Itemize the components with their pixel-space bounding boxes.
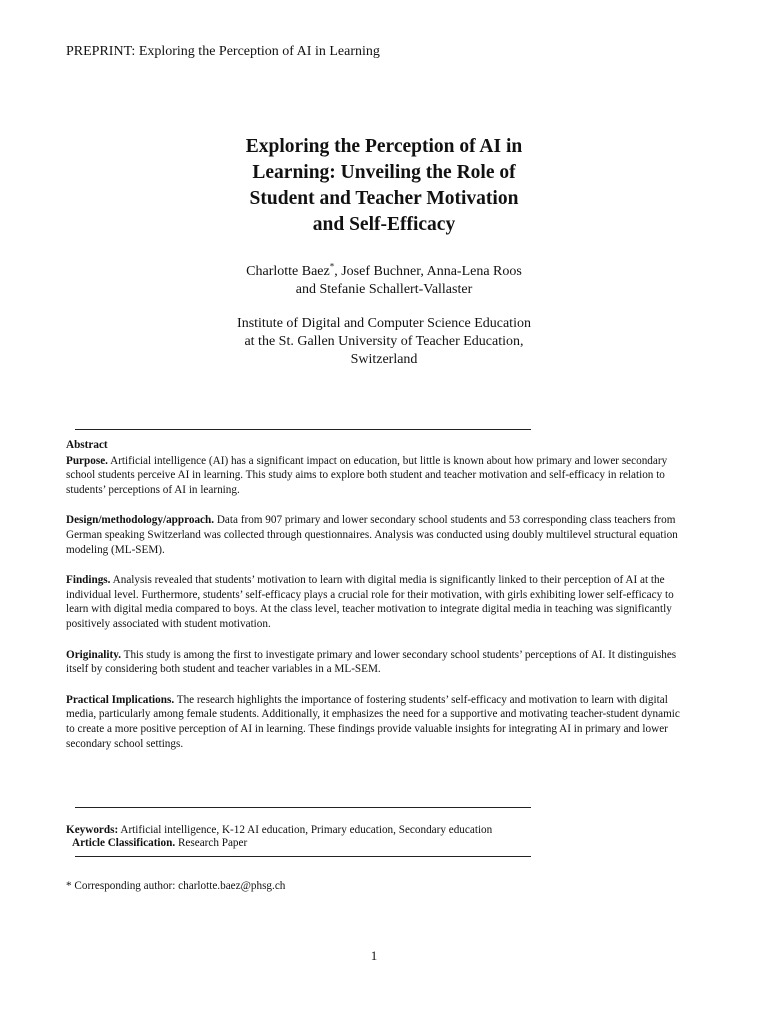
first-author: Charlotte Baez [246,264,330,279]
divider-middle [75,807,531,808]
section-label: Purpose. [66,454,108,467]
abstract-findings [66,573,688,631]
section-label: Design/methodology/approach. [66,514,215,527]
affiliation-line: Switzerland [350,352,418,367]
running-header: PREPRINT: Exploring the Perception of AI in Learning [66,44,380,59]
divider-bottom [75,856,531,857]
section-label: Practical Implications. [66,693,175,706]
co-authors: , Josef Buchner, Anna-Lena Roos [334,264,522,279]
section-text: Artificial intelligence (AI) has a significant impact on education, but little is known about how primary and lower secondary school students perceive AI in learning. This study aims to explore both student and teacher motivation and self-efficacy in relation to students’ perceptions of AI in learning. [66,454,668,496]
keywords-text: Artificial intelligence, K-12 AI education, Primary education, Secondary education [118,824,493,836]
page-number: 1 [370,948,378,963]
title-line: and Self-Efficacy [312,214,456,235]
affiliation-line: at the St. Gallen University of Teacher Education, [244,334,524,349]
paper-title [184,134,584,238]
corresponding-author-footnote: * Corresponding author: charlotte.baez@phsg.ch [66,880,286,892]
classification-text: Research Paper [175,837,248,849]
abstract-design [66,513,688,557]
author-list [184,263,584,299]
abstract-originality [66,648,688,677]
section-label: Findings. [66,574,111,587]
article-classification [72,836,672,851]
title-line: Learning: Unveiling the Role of [252,162,516,183]
section-text: This study is among the first to investigate primary and lower secondary school students’ perceptions of AI. It distinguishes itself by considering both student and teacher variables in a ML-SEM. [66,648,677,676]
title-line: Student and Teacher Motivation [249,188,519,209]
abstract-heading: Abstract [66,439,108,451]
title-line: Exploring the Perception of AI in [245,136,523,157]
section-label: Originality. [66,648,122,661]
keywords-label: Keywords: [66,824,119,836]
corresponding-author-mark: * [329,261,335,272]
section-text: The research highlights the importance of fostering students’ self-efficacy and motivation to learn with digital media, particularly among female students. Additionally, it emphasizes the need for a supportive and motivating teacher-student dynamic to create a more positive perception of AI in learning. These findings provide valuable insights for integrating AI in primary and lower secondary school settings. [66,693,680,750]
abstract [66,438,688,767]
section-text: Analysis revealed that students’ motivation to learn with digital media is significantly linked to their perception of AI at the individual level. Furthermore, students’ self-efficacy plays a crucial role for their motivation, with girls exhibiting lower self-efficacy to learn with digital media compared to boys. At the class level, teacher motivation to integrate digital media in teaching was significantly positively associated with student motivation. [66,574,674,630]
classification-label: Article Classification. [72,837,176,849]
section-text: Data from 907 primary and lower secondary school students and 53 corresponding class teachers from German speaking Switzerland was collected through questionnaires. Analysis was conducted using doubly multilevel structural equation modeling (ML-SEM). [66,514,678,556]
co-authors-line-2: and Stefanie Schallert-Vallaster [295,282,473,297]
abstract-implications [66,693,688,751]
affiliation [184,315,584,369]
affiliation-line: Institute of Digital and Computer Science Education [237,316,531,331]
divider-top [75,429,531,430]
abstract-purpose [66,454,688,498]
